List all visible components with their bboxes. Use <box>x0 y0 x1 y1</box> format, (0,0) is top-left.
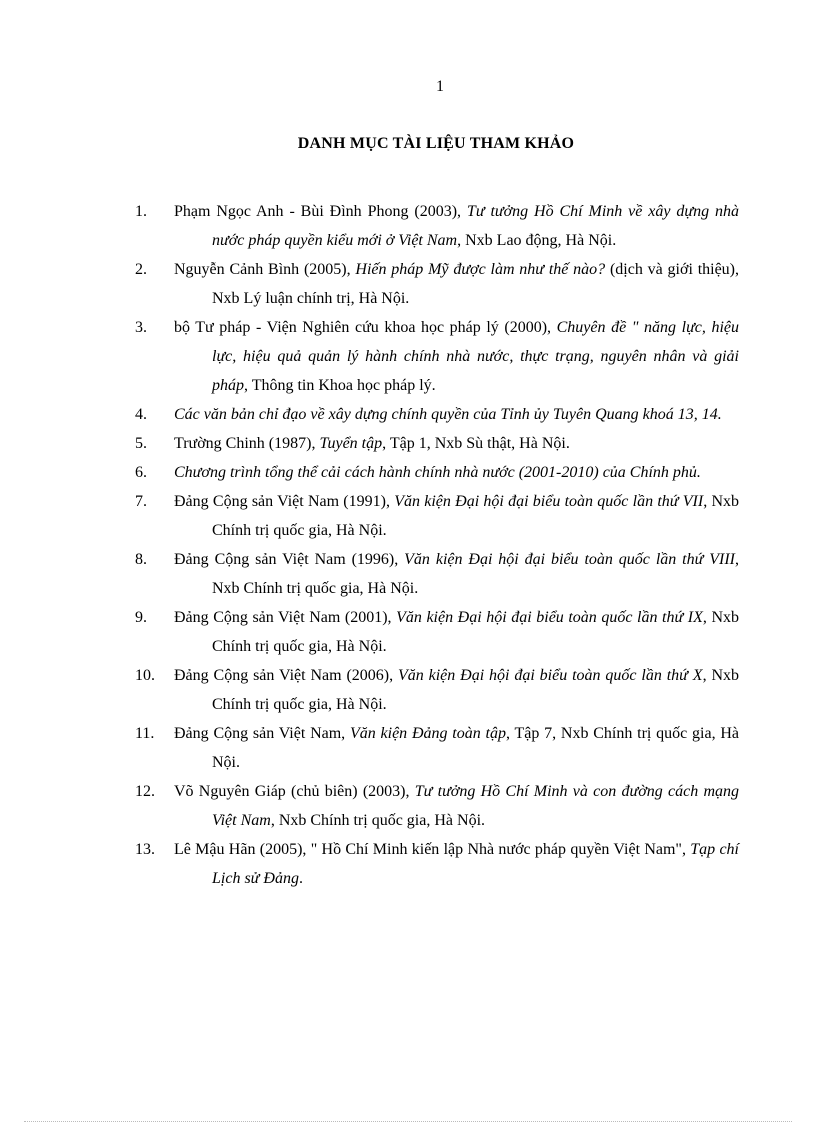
reference-title: Chuyên đề " năng lực, hiệu lực, hiệu quả quản lý hành chính nhà nước, thực trạng, nguyên nhân và giải pháp <box>212 319 740 394</box>
reference-part: Lê Mậu Hãn (2005), " Hồ Chí Minh kiến lập Nhà nước pháp quyền Việt Nam", <box>174 841 691 858</box>
reference-number: 11. <box>135 725 155 742</box>
reference-part: Phạm Ngọc Anh - Bùi Đình Phong (2003), <box>174 203 467 220</box>
reference-part: Đảng Cộng sản Việt Nam (1996), <box>174 551 405 568</box>
reference-number: 4. <box>135 406 147 423</box>
reference-item <box>0 545 816 603</box>
reference-text <box>174 719 739 777</box>
reference-part: Đảng Cộng sản Việt Nam (2006), <box>174 667 398 684</box>
reference-text <box>174 429 739 458</box>
reference-number: 6. <box>135 464 147 481</box>
reference-title: Văn kiện Đảng toàn tập <box>349 725 506 742</box>
reference-number: 10. <box>135 667 155 684</box>
reference-number: 2. <box>135 261 147 278</box>
reference-text <box>174 661 739 719</box>
reference-number: 5. <box>135 435 147 452</box>
reference-part: bộ Tư pháp - Viện Nghiên cứu khoa học pháp lý (2000), <box>174 319 557 336</box>
reference-item <box>0 400 816 429</box>
reference-item <box>0 835 816 893</box>
reference-text <box>174 777 739 835</box>
reference-part: . <box>298 870 303 887</box>
reference-number: 3. <box>135 319 147 336</box>
reference-item <box>0 197 816 255</box>
reference-part: , Tập 1, Nxb Sù thật, Hà Nội. <box>382 435 570 452</box>
reference-text <box>174 313 740 400</box>
reference-item <box>0 661 816 719</box>
footer-divider <box>24 1121 792 1122</box>
reference-text <box>174 255 740 313</box>
reference-item <box>0 719 816 777</box>
page-number: 1 <box>436 78 444 95</box>
reference-item <box>0 429 816 458</box>
reference-title: Tư tưởng Hồ Chí Minh và con đường cách mạng Việt Nam <box>212 783 739 829</box>
reference-title: Tư tưởng Hồ Chí Minh về xây dựng nhà nước pháp quyền kiểu mới ở Việt Nam <box>212 203 739 249</box>
page-title: DANH MỤC TÀI LIỆU THAM KHẢO <box>297 135 575 152</box>
reference-item <box>0 255 816 313</box>
reference-number: 8. <box>135 551 147 568</box>
reference-title: Văn kiện Đại hội đại biểu toàn quốc lần thứ VIII <box>404 551 735 568</box>
reference-title: Văn kiện Đại hội đại biểu toàn quốc lần thứ IX <box>396 609 703 626</box>
reference-item <box>0 487 816 545</box>
reference-title: Các văn bản chỉ đạo về xây dựng chính quyền của Tỉnh ủy Tuyên Quang khoá 13, 14. <box>174 406 722 423</box>
reference-part: , Nxb Lao động, Hà Nội. <box>457 232 617 249</box>
reference-part: , Nxb Chính trị quốc gia, Hà Nội. <box>212 493 739 539</box>
reference-part: , Nxb Chính trị quốc gia, Hà Nội. <box>212 551 739 597</box>
reference-number: 13. <box>135 841 155 858</box>
reference-number: 7. <box>135 493 147 510</box>
reference-part: Đảng Cộng sản Việt Nam (2001), <box>174 609 397 626</box>
reference-number: 1. <box>135 203 147 220</box>
reference-title: Chương trình tổng thể cải cách hành chính nhà nước (2001-2010) của Chính phủ. <box>174 464 701 481</box>
reference-item <box>0 313 816 400</box>
reference-part: , Nxb Chính trị quốc gia, Hà Nội. <box>270 812 486 829</box>
reference-part: , Thông tin Khoa học pháp lý. <box>244 377 436 394</box>
reference-title: Hiến pháp Mỹ được làm như thế nào? <box>355 261 606 278</box>
reference-title: Tạp chí Lịch sử Đảng <box>212 841 739 887</box>
reference-text <box>174 603 740 661</box>
reference-text <box>174 400 739 429</box>
reference-item <box>0 458 816 487</box>
reference-text <box>174 545 739 603</box>
reference-part: , Nxb Chính trị quốc gia, Hà Nội. <box>212 667 739 713</box>
reference-text <box>174 458 739 487</box>
reference-part: Đảng Cộng sản Việt Nam, <box>174 725 350 742</box>
reference-item <box>0 603 816 661</box>
reference-number: 9. <box>135 609 147 626</box>
reference-part: (dịch và giới thiệu), Nxb Lý luận chính trị, Hà Nội. <box>212 261 740 307</box>
reference-text <box>174 197 739 255</box>
reference-part: Võ Nguyên Giáp (chủ biên) (2003), <box>174 783 415 800</box>
reference-title: Văn kiện Đại hội đại biểu toàn quốc lần thứ VII <box>394 493 704 510</box>
reference-text <box>174 487 739 545</box>
reference-part: Nguyễn Cảnh Bình (2005), <box>174 261 356 278</box>
reference-part: , Nxb Chính trị quốc gia, Hà Nội. <box>212 609 740 655</box>
reference-part: Trường Chinh (1987), <box>174 435 320 452</box>
reference-item <box>0 777 816 835</box>
reference-number: 12. <box>135 783 155 800</box>
reference-title: Tuyển tập <box>319 435 383 452</box>
reference-part: Đảng Cộng sản Việt Nam (1991), <box>174 493 395 510</box>
reference-title: Văn kiện Đại hội đại biểu toàn quốc lần thứ X <box>397 667 703 684</box>
reference-part: , Tập 7, Nxb Chính trị quốc gia, Hà Nội. <box>212 725 739 771</box>
reference-text <box>174 835 739 893</box>
reference-list <box>0 197 816 893</box>
